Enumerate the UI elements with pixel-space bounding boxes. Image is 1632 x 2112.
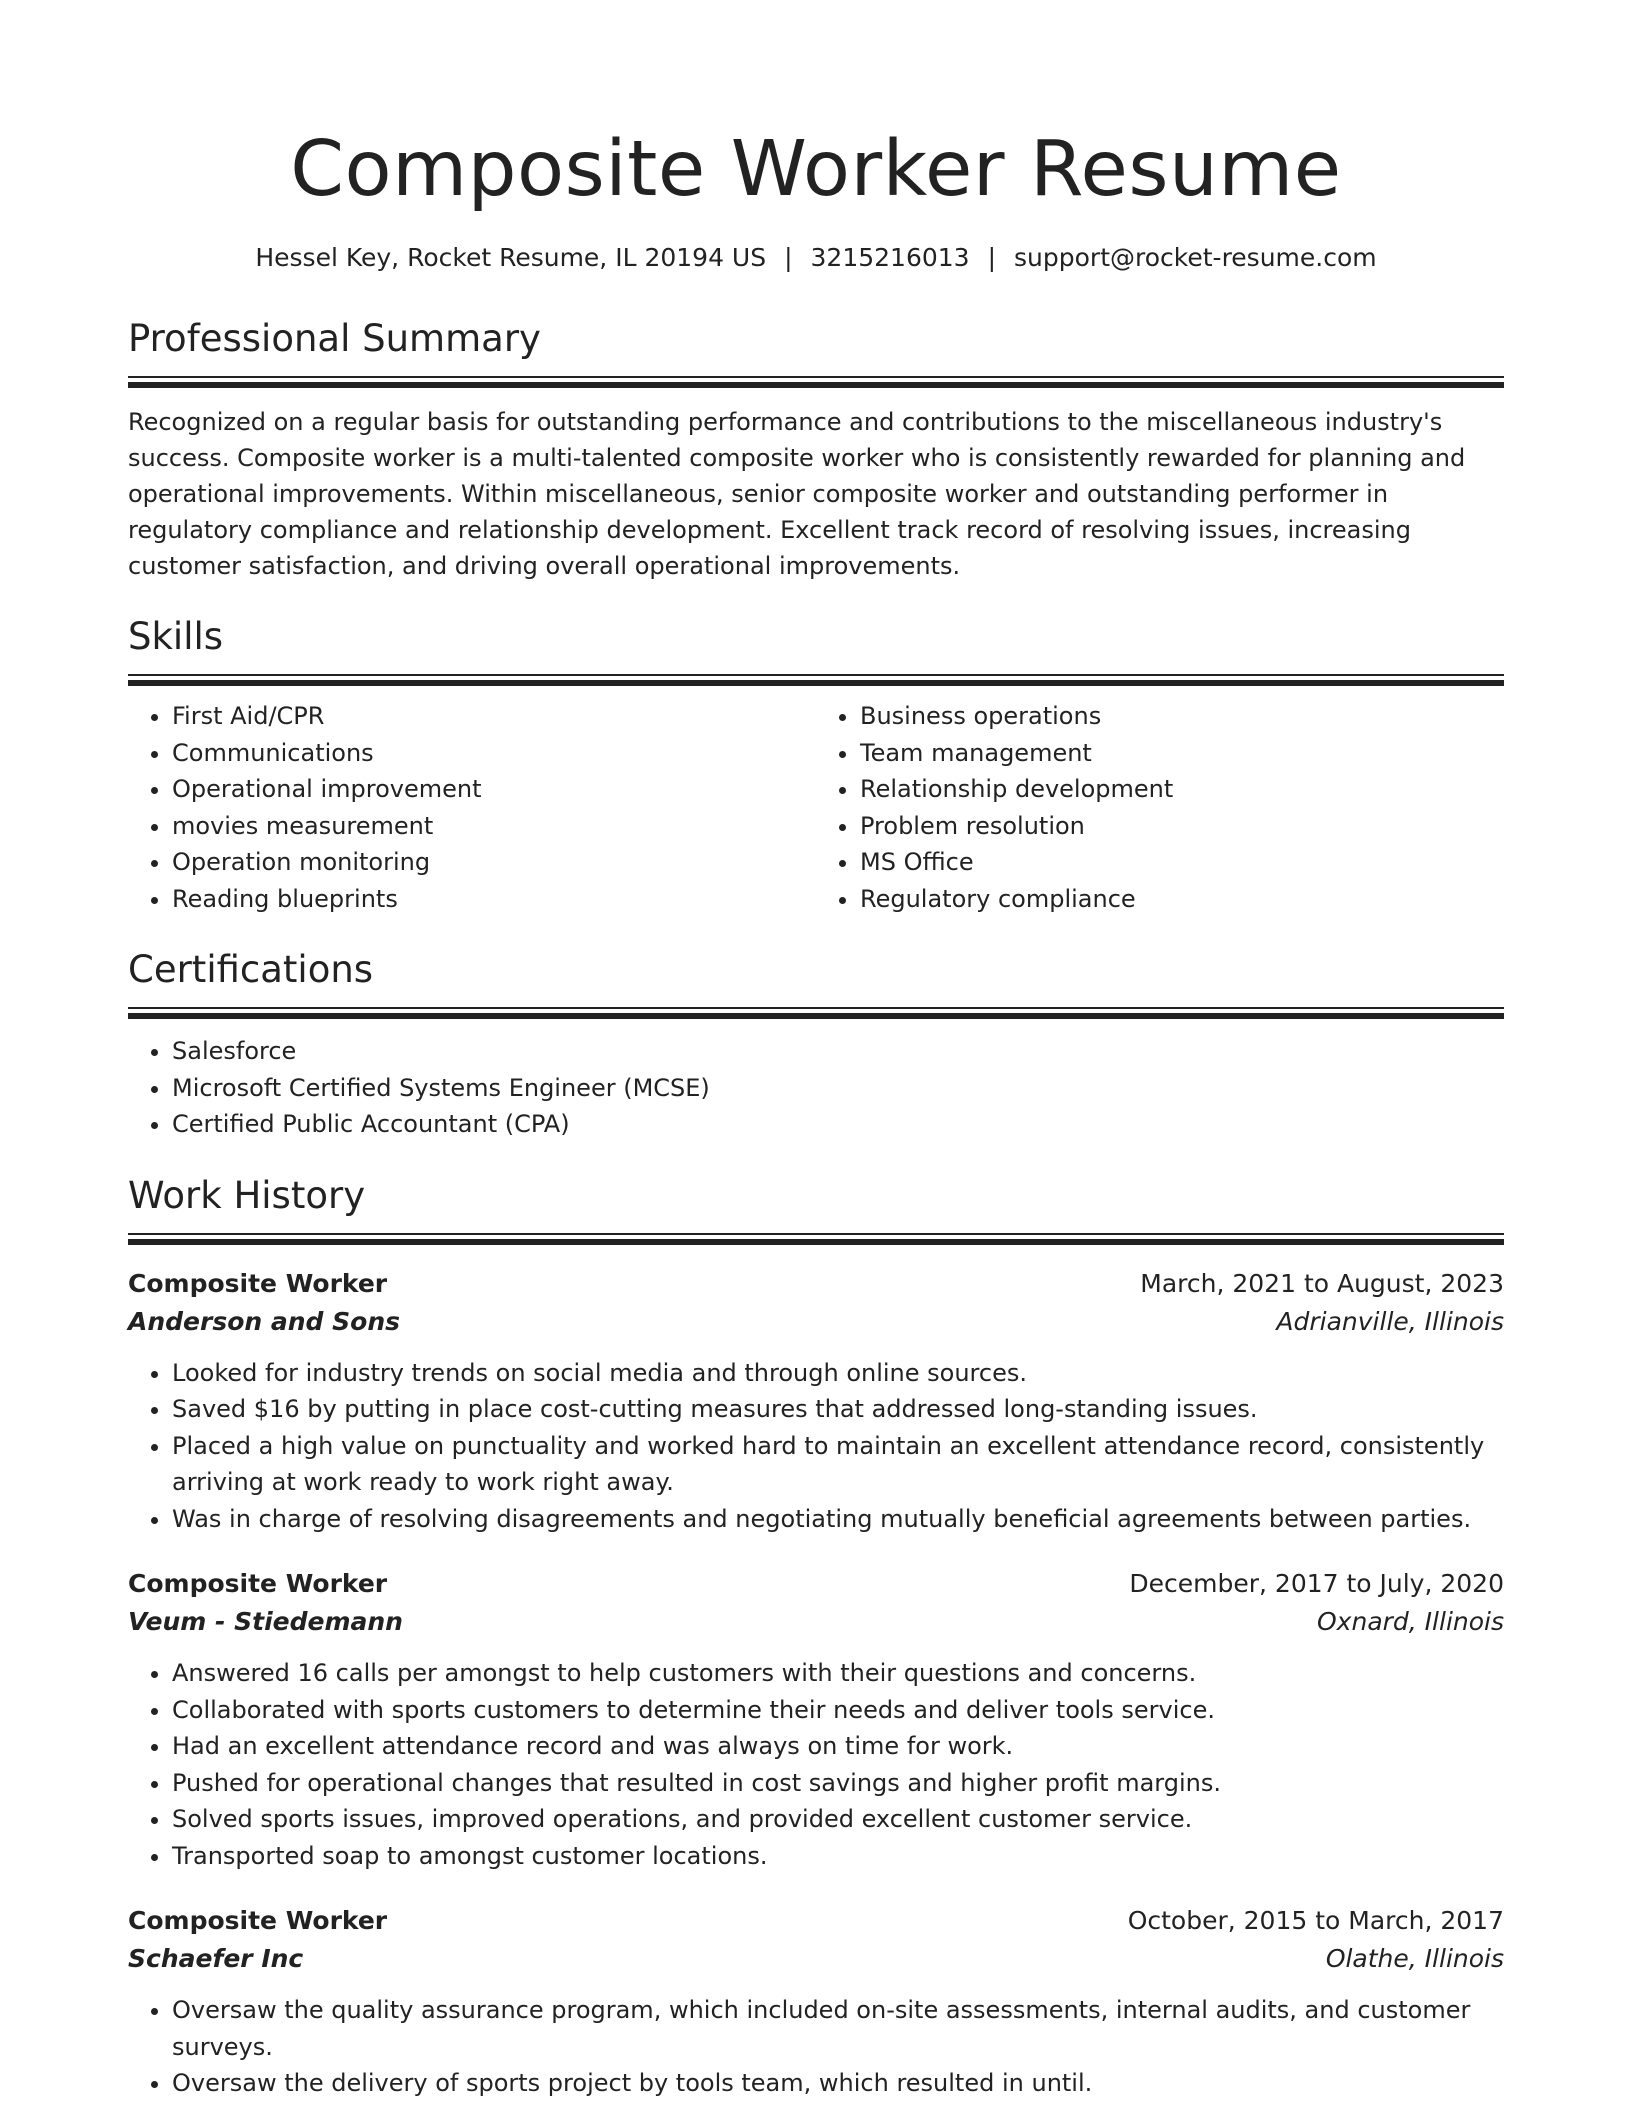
skills-list-right: [816, 698, 1504, 917]
job-entry: [128, 1565, 1504, 1874]
section-divider: [128, 674, 1504, 686]
job-bullets: [128, 1655, 1504, 1874]
job-company-row: [128, 1940, 1504, 1978]
list-item: • Saved $16 by putting in place cost-cutting measures that addressed long-standing issues.: [172, 1391, 1504, 1428]
job-header-row: [128, 1265, 1504, 1303]
list-item: • Salesforce: [172, 1033, 1504, 1070]
job-bullets: [128, 1992, 1504, 2102]
job-title: Composite Worker: [128, 1569, 388, 1598]
list-item: • Looked for industry trends on social media and through online sources.: [172, 1355, 1504, 1392]
list-item: • Oversaw the delivery of sports project by tools team, which resulted in until.: [172, 2065, 1504, 2102]
list-item: • Relationship development: [860, 771, 1504, 808]
list-item: • movies measurement: [172, 808, 816, 845]
summary-text: Recognized on a regular basis for outstanding performance and contributions to the miscellaneous industry's success. Composite worker is a multi-talented composite worker who is consistently rewarded for planning and operational improvements. Within miscellaneous, senior composite worker and outstanding performer in regulatory compliance and relationship development. Excellent track record of resolving issues, increasing customer satisfaction, and driving overall operational improvements.: [128, 408, 1466, 580]
section-heading: Professional Summary: [128, 317, 541, 360]
contact-separator: |: [987, 243, 997, 272]
section-divider: [128, 376, 1504, 388]
list-item: • Regulatory compliance: [860, 881, 1504, 918]
section-divider: [128, 1233, 1504, 1245]
certifications-section: [128, 945, 1504, 1143]
section-divider: [128, 1007, 1504, 1019]
job-dates: March, 2021 to August, 2023: [1140, 1268, 1504, 1298]
job-company-row: [128, 1603, 1504, 1641]
list-item: • Answered 16 calls per amongst to help customers with their questions and concerns.: [172, 1655, 1504, 1692]
contact-separator: |: [784, 243, 793, 272]
job-dates: December, 2017 to July, 2020: [1129, 1569, 1504, 1598]
job-location: Oxnard, Illinois: [1317, 1607, 1504, 1636]
list-item: • Operational improvement: [172, 771, 816, 808]
list-item: • Microsoft Certified Systems Engineer (MCSE): [172, 1070, 1504, 1107]
job-dates: October, 2015 to March, 2017: [1127, 1906, 1504, 1935]
list-item: • Collaborated with sports customers to determine their needs and deliver tools service.: [172, 1692, 1504, 1729]
resume-title: Composite Worker Resume: [290, 125, 1342, 214]
job-location: Olathe, Illinois: [1325, 1944, 1504, 1973]
section-heading: Work History: [128, 1173, 366, 1217]
job-company: Veum - Stiedemann: [128, 1607, 403, 1636]
job-title: Composite Worker: [128, 1906, 388, 1935]
list-item: • Solved sports issues, improved operations, and provided excellent customer service.: [172, 1801, 1504, 1838]
list-item: • Pushed for operational changes that resulted in cost savings and higher profit margins.: [172, 1765, 1504, 1802]
job-title: Composite Worker: [128, 1268, 388, 1298]
list-item: • Certified Public Accountant (CPA): [172, 1106, 1504, 1143]
skills-columns: [128, 698, 1504, 917]
job-company-row: [128, 1303, 1504, 1341]
list-item: • Transported soap to amongst customer locations.: [172, 1838, 1504, 1875]
contact-phone: 3215216013: [810, 243, 970, 272]
job-entry: [128, 1902, 1504, 2102]
list-item: • Reading blueprints: [172, 881, 816, 918]
skills-section: [128, 612, 1504, 917]
job-header-row: [128, 1902, 1504, 1940]
contact-address: Hessel Key, Rocket Resume, IL 20194 US: [255, 243, 767, 272]
job-entry: [128, 1265, 1504, 1538]
list-item: • Operation monitoring: [172, 844, 816, 881]
professional-summary-section: [128, 314, 1504, 584]
list-item: • Was in charge of resolving disagreements and negotiating mutually beneficial agreements between parties.: [172, 1501, 1504, 1538]
list-item: • Team management: [860, 735, 1504, 772]
list-item: • Placed a high value on punctuality and worked hard to maintain an excellent attendance record, consistently arriving at work ready to work right away.: [172, 1428, 1504, 1501]
job-header-row: [128, 1565, 1504, 1603]
skills-list-left: [128, 698, 816, 917]
section-heading: Skills: [128, 615, 224, 658]
certifications-list: [128, 1033, 1504, 1143]
list-item: • Had an excellent attendance record and was always on time for work.: [172, 1728, 1504, 1765]
list-item: • First Aid/CPR: [172, 698, 816, 735]
work-history-section: [128, 1171, 1504, 2102]
job-company: Schaefer Inc: [128, 1944, 304, 1973]
job-location: Adrianville, Illinois: [1276, 1306, 1504, 1336]
list-item: • MS Office: [860, 844, 1504, 881]
contact-line: [128, 240, 1504, 276]
list-item: • Oversaw the quality assurance program, which included on-site assessments, internal audits, and customer surveys.: [172, 1992, 1504, 2065]
job-company: Anderson and Sons: [128, 1306, 401, 1336]
list-item: • Problem resolution: [860, 808, 1504, 845]
job-bullets: [128, 1355, 1504, 1538]
contact-email: support@rocket-resume.com: [1014, 243, 1377, 272]
list-item: • Communications: [172, 735, 816, 772]
list-item: • Business operations: [860, 698, 1504, 735]
section-heading: Certifications: [128, 948, 374, 991]
